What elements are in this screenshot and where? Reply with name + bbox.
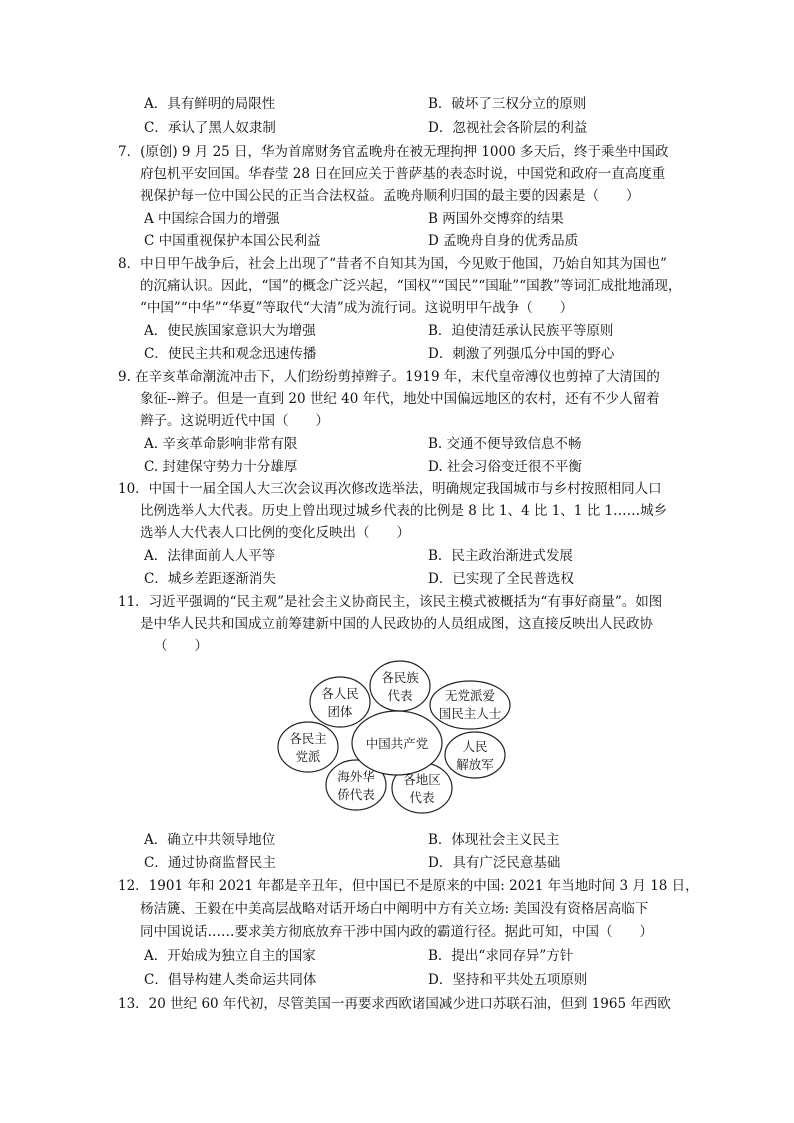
group-label: 各地区 xyxy=(403,772,441,787)
question-text: “中国”“中华”“华夏”等取代“大清”成为流行词。这说明甲午战争（ ） xyxy=(140,300,574,316)
option-a: A 中国综合国力的增强 xyxy=(144,211,280,227)
option-d: D．已实现了全民普选权 xyxy=(428,571,574,587)
group-label: 海外华 xyxy=(337,769,375,784)
option-d: D．刺激了列强瓜分中国的野心 xyxy=(428,346,615,362)
question-text: 8．中日甲午战争后，社会上出现了“昔者不自知其为国，今见败于他国，乃始自知其为国也” xyxy=(118,256,667,272)
group-label: 团体 xyxy=(327,704,353,719)
group-label: 国民主人士 xyxy=(438,706,502,721)
question-text: （ ） xyxy=(154,638,208,654)
option-b: B．提出“求同存异”方针 xyxy=(428,948,574,964)
group-label: 各民族 xyxy=(381,670,419,685)
group-label: 党派 xyxy=(295,749,321,764)
option-a: A．具有鲜明的局限性 xyxy=(144,96,276,112)
question-text: 13．20 世纪 60 年代初，尽管美国一再要求西欧诸国减少进口苏联石油，但到 1965 年西欧 xyxy=(118,996,671,1012)
option-c: C．通过协商监督民主 xyxy=(144,855,276,871)
group-circle xyxy=(278,722,338,772)
question-text: 11．习近平强调的“民主观”是社会主义协商民主，该民主模式被概括为“有事好商量”。如图 xyxy=(118,594,663,610)
question-text: 是中华人民共和国成立前筹建新中国的人民政协的人员组成图，这直接反映出人民政协 xyxy=(140,616,653,632)
question-text: 10．中国十一届全国人大三次会议再次修改选举法，明确规定我国城市与乡村按照相同人口 xyxy=(118,481,662,497)
option-c: C．使民主共和观念迅速传播 xyxy=(144,346,317,362)
question-text: 9. 在辛亥革命潮流冲击下，人们纷纷剪掉辫子。1919 年，末代皇帝溥仪也剪掉了大清国的 xyxy=(118,369,660,385)
group-label: 无党派爱 xyxy=(444,688,496,703)
option-a: A．开始成为独立自主的国家 xyxy=(144,948,316,964)
option-b: B．体现社会主义民主 xyxy=(428,832,560,848)
question-text: 杨洁篪、王毅在中美高层战略对话开场白中阐明中方有关立场: 美国没有资格居高临下 xyxy=(140,901,649,917)
question-text: 同中国说话……要求美方彻底放弃干涉中国内政的霸道行径。据此可知，中国（ ） xyxy=(140,924,653,940)
group-label: 解放军 xyxy=(456,757,494,772)
option-a: A．确立中共领导地位 xyxy=(144,832,276,848)
question-text: 象征--辫子。但是一直到 20 世纪 40 年代，地处中国偏远地区的农村，还有不少人留着 xyxy=(140,391,660,407)
option-b: B．迫使清廷承认民族平等原则 xyxy=(428,323,614,339)
option-c: C．承认了黑人奴隶制 xyxy=(144,120,276,136)
group-label: 代表 xyxy=(409,790,435,805)
option-c: C 中国重视保护本国公民利益 xyxy=(144,233,321,249)
option-b: B. 交通不便导致信息不畅 xyxy=(428,436,582,452)
option-d: D．坚持和平共处五项原则 xyxy=(428,972,588,988)
question-text: 选举人大代表人口比例的变化反映出（ ） xyxy=(140,525,410,541)
question-text: 视保护每一位中国公民的正当合法权益。孟晚舟顺利归国的最主要的因素是（ ） xyxy=(140,188,640,204)
option-c: C．城乡差距逐渐消失 xyxy=(144,571,276,587)
cppcc-composition-diagram xyxy=(270,660,520,820)
group-label: 人民 xyxy=(462,739,488,754)
option-a: A. 辛亥革命影响非常有限 xyxy=(144,436,298,452)
option-d: D．具有广泛民意基础 xyxy=(428,855,561,871)
question-text: 的沉痛认识。因此，“国”的概念广泛兴起，“国权”“国民”“国耻”“国教”等词汇成批地涌现， xyxy=(140,278,682,294)
option-b: B．破坏了三权分立的原则 xyxy=(428,96,587,112)
group-label: 代表 xyxy=(387,688,413,703)
option-d: D. 社会习俗变迁很不平衡 xyxy=(428,459,582,475)
option-b: B．民主政治渐进式发展 xyxy=(428,548,573,564)
option-d: D 孟晚舟自身的优秀品质 xyxy=(428,233,579,249)
question-text: 辫子。这说明近代中国（ ） xyxy=(140,413,329,429)
question-text: 12．1901 年和 2021 年都是辛丑年，但中国已不是原来的中国: 2021 年当地时间 3 月 18 日， xyxy=(118,878,699,894)
center-label: 中国共产党 xyxy=(365,736,429,751)
question-text: 府包机平安回国。华春莹 28 日在回应关于普萨基的表态时说，中国党和政府一直高度重 xyxy=(140,166,666,182)
option-a: A．法律面前人人平等 xyxy=(144,548,276,564)
question-text: 7．(原创) 9 月 25 日，华为首席财务官孟晚舟在被无理拘押 1000 多天后，终于乘坐中国政 xyxy=(118,144,669,160)
question-text: 比例选举人大代表。历史上曾出现过城乡代表的比例是 8 比 1、4 比 1、1 比 1……城乡 xyxy=(140,503,668,519)
group-label: 侨代表 xyxy=(337,787,375,802)
option-a: A．使民族国家意识大为增强 xyxy=(144,323,316,339)
group-circle xyxy=(310,677,370,727)
group-label: 各民主 xyxy=(289,731,327,746)
option-c: C．倡导构建人类命运共同体 xyxy=(144,972,317,988)
option-d: D．忽视社会各阶层的利益 xyxy=(428,120,588,136)
option-b: B 两国外交博弈的结果 xyxy=(428,211,564,227)
group-circle xyxy=(370,661,430,711)
group-label: 各人民 xyxy=(321,686,359,701)
option-c: C. 封建保守势力十分雄厚 xyxy=(144,459,298,475)
